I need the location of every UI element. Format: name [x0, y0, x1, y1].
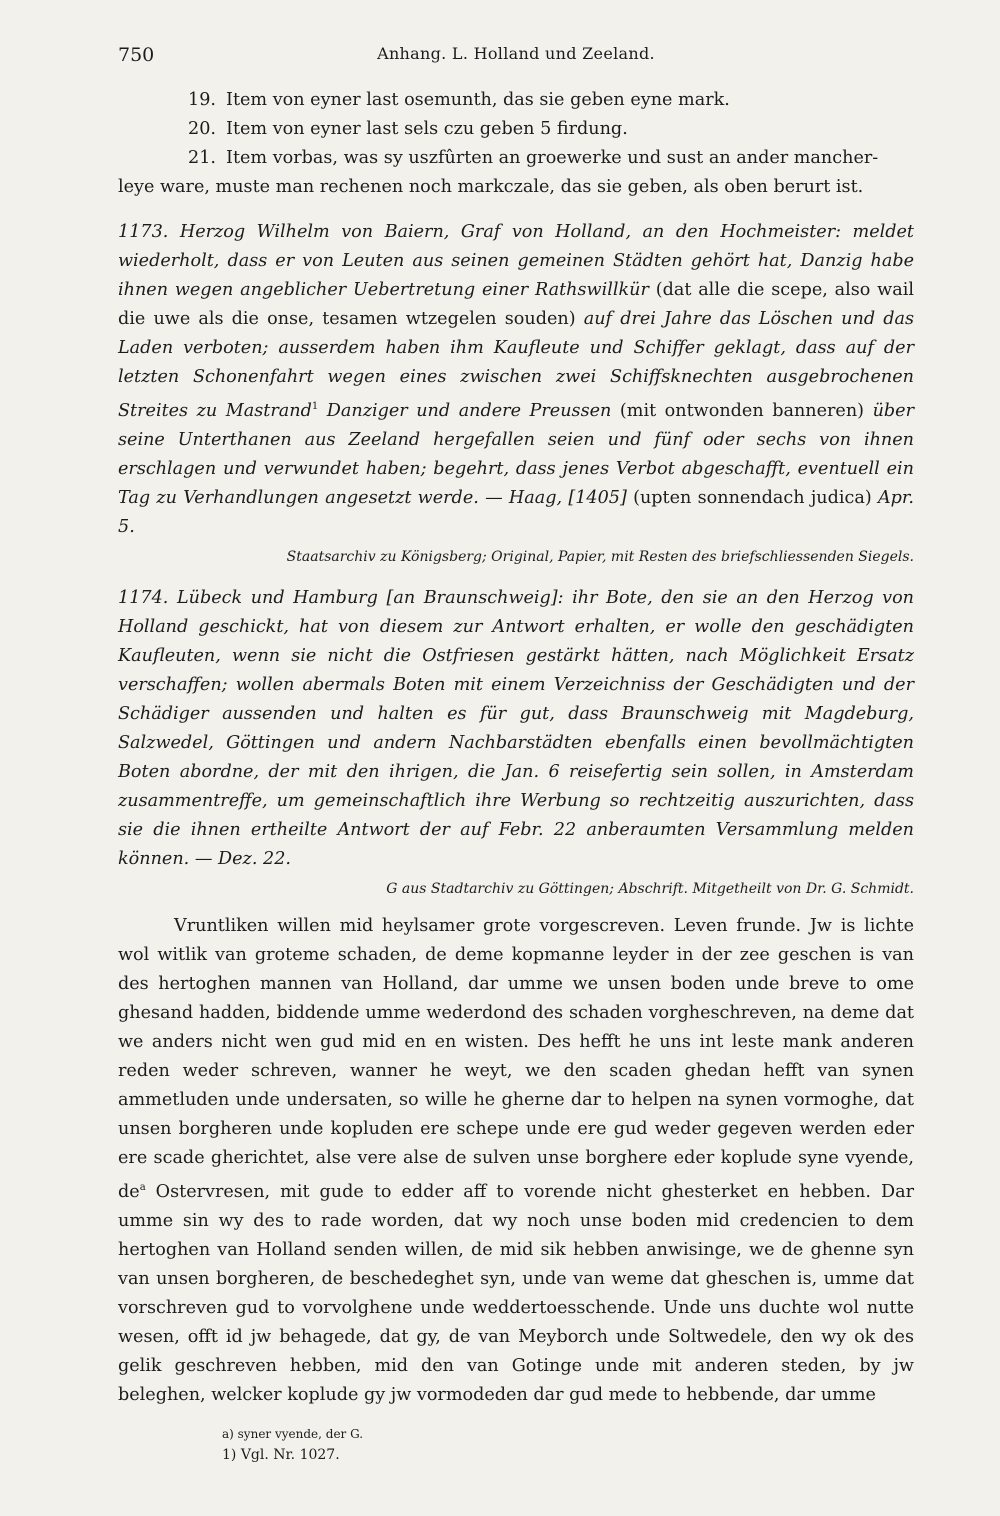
- paragraph: [118, 912, 914, 1410]
- page-number: 750: [118, 44, 155, 66]
- source-note: G aus Stadtarchiv zu Göttingen; Abschrift. Mitgetheilt von Dr. G. Schmidt.: [386, 880, 914, 897]
- paragraph-text: Vruntliken willen mid heylsamer grote vorgescreven. Leven frunde. Jw is lichte wol witlik van groteme schaden, de deme kopmanne leyder in der zee geschen is van des hertoghen mannen van Holland, dar umme we unsen boden unde breve to ome ghesand hadden, biddende umme wederdond des schaden vorgheschreven, na deme dat we anders nicht wen gud mid en en wisten. Des hefft he uns int leste mank anderen reden weder schreven, wanner he weyt, we den scaden ghedan hefft van synen ammetluden unde undersaten, so wille he gherne dar to helpen na synen vormoghe, dat unsen borgheren unde kopluden ere schepe unde ere gud weder gegeven werden eder ere scade gherichtet, alse vere alse de sulven unse borghere eder koplude syne vyende, de: [118, 915, 914, 1202]
- list-item: [118, 144, 914, 173]
- regest-text: Herzog Wilhelm von Baiern, Graf von Holland, an den Hochmeister: meldet wiederholt, dass er von Leuten aus seinen gemeinen Städten gehört hat, Danzig habe ihnen wegen angeblicher Uebertretung einer Rathswillkür: [118, 222, 914, 300]
- page: [118, 36, 914, 1466]
- item-text: Item von eyner last osemunth, das sie geben eyne mark.: [226, 90, 730, 110]
- footnote-a: a) syner vyende, der G.: [222, 1426, 364, 1441]
- regest: [118, 218, 914, 542]
- quote: (dat alle die scepe, also wail die uwe als die onse, tesamen wtzegelen souden): [118, 280, 914, 329]
- regest: [118, 584, 914, 874]
- footnote-ref: 1: [311, 401, 319, 412]
- regest-text: auf drei Jahre das Löschen und das Laden verboten; ausserdem haben ihm Kaufleute und Schiffer geklagt, dass auf der letzten Schonenfahrt wegen eines zwischen zwei Schiffsknechten ausgebrochenen Streites zu Mastrand: [118, 309, 914, 421]
- item-number: 21.: [188, 148, 216, 168]
- regest-text: Lübeck und Hamburg [an Braunschweig]: ihr Bote, den sie an den Herzog von Holland geschickt, hat von diesem zur Antwort erhalten, er wolle den geschädigten Kaufleuten, wenn sie nicht die Ostfriesen gestärkt hätten, nach Möglichkeit Ersatz verschaffen; wollen abermals Boten mit einem Verzeichniss der Geschädigten und der Schädiger aussenden und halten es für gut, dass Braunschweig mit Magdeburg, Salzwedel, Göttingen und andern Nachbarstädten ebenfalls einen bevollmächtigten Boten abordne, der mit den ihrigen, die Jan. 6 reisefertig sein sollen, in Amsterdam zusammentreffe, um gemeinschaftlich ihre Werbung so rechtzeitig auszurichten, dass sie die ihnen ertheilte Antwort der auf Febr. 22 anberaumten Versammlung melden können. — Dez. 22.: [118, 587, 915, 869]
- document-number: 1173.: [118, 222, 169, 242]
- document-1173: [118, 218, 914, 568]
- item-text: Item vorbas, was sy uszfûrten an groewerke und sust an ander mancher-: [226, 148, 879, 168]
- quote: (mit ontwonden banneren): [619, 400, 865, 421]
- source-note: Staatsarchiv zu Königsberg; Original, Papier, mit Resten des briefschliessenden Siegels.: [286, 548, 914, 565]
- document-1174: [118, 584, 914, 900]
- footnote-1: 1) Vgl. Nr. 1027.: [222, 1446, 340, 1463]
- letter-text: [118, 912, 914, 1410]
- item-number: 20.: [188, 119, 216, 139]
- item-text: Item von eyner last sels czu geben 5 firdung.: [226, 119, 628, 139]
- list-item: [118, 115, 914, 144]
- paragraph-text: Ostervresen, mit gude to edder aff to vorende nicht ghesterket en hebben. Dar umme sin wy des to rade worden, dat wy noch unse boden mid credencien to dem hertoghen van Holland senden willen, de mid sik hebben anwisinge, we de ghenne syn van unsen borgheren, de beschedeghet syn, unde van weme dat gheschen is, umme dat vorschreven gud to vorvolghene unde weddertoesschende. Unde uns duchte wol nutte wesen, offt id jw behagede, dat gy, de van Meyborch unde Soltwedele, den wy ok des gelik geschreven hebben, mid den van Gotinge unde mit anderen steden, by jw beleghen, welcker koplude gy jw vormodeden dar gud mede to hebbende, dar umme: [118, 1181, 915, 1405]
- page-header: [118, 36, 914, 76]
- document-number: 1174.: [118, 587, 169, 608]
- footnotes: [118, 1424, 914, 1466]
- item-list: [118, 86, 914, 202]
- list-item-continuation: leye ware, muste man rechenen noch markczale, das sie geben, als oben berurt ist.: [118, 177, 864, 197]
- date: Apr. 5.: [118, 487, 914, 537]
- list-item: [118, 86, 914, 115]
- regest-text: über seine Unterthanen aus Zeeland hergefallen seien und fünf oder sechs von ihnen erschlagen und verwundet haben; begehrt, dass jenes Verbot abgeschafft, eventuell ein Tag zu Verhandlungen angesetzt werde. — Haag, [1405]: [118, 400, 915, 508]
- item-number: 19.: [188, 90, 216, 110]
- date-quote: (upten sonnendach judica): [633, 487, 872, 508]
- regest-text: Danziger und andere Preussen: [326, 400, 612, 421]
- footnote-ref: a: [139, 1181, 146, 1193]
- running-title: Anhang. L. Holland und Zeeland.: [377, 44, 655, 63]
